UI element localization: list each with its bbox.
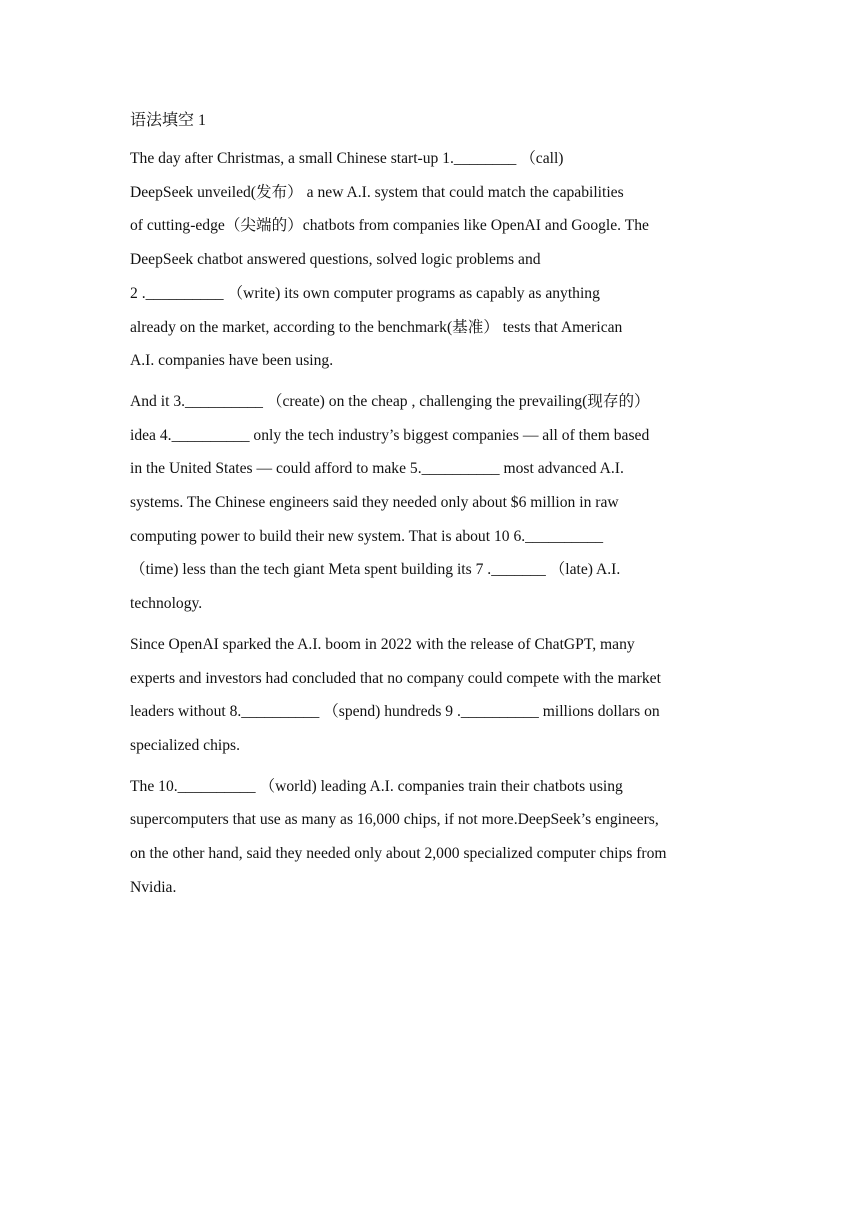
paragraph-line: supercomputers that use as many as 16,000 chips, if not more.DeepSeek’s engineers, — [130, 811, 659, 829]
paragraph-line: A.I. companies have been using. — [130, 352, 334, 370]
paragraph-line: already on the market, according to the benchmark(基准） tests that American — [130, 318, 623, 336]
paragraph-line: technology. — [130, 595, 203, 613]
paragraph-line: in the United States — could afford to make 5.__________ most advanced A.I. — [130, 460, 624, 478]
paragraph-4 — [130, 770, 736, 905]
exercise-title: 语法填空 1 — [130, 112, 207, 129]
paragraph-line: leaders without 8.__________ （spend) hundreds 9 .__________ millions dollars on — [130, 703, 660, 721]
paragraph-2 — [130, 385, 736, 621]
paragraph-line: The day after Christmas, a small Chinese start-up 1.________ （call) — [130, 150, 564, 167]
paragraph-line: （time) less than the tech giant Meta spent building its 7 ._______ （late) A.I. — [130, 561, 621, 579]
paragraph-line: 2 .__________ （write) its own computer programs as capably as anything — [130, 284, 600, 302]
paragraph-line: DeepSeek chatbot answered questions, solved logic problems and — [130, 251, 541, 269]
paragraph-line: experts and investors had concluded that no company could compete with the market — [130, 669, 661, 687]
document-body — [130, 104, 736, 911]
paragraph-line: on the other hand, said they needed only about 2,000 specialized computer chips from — [130, 845, 667, 863]
paragraph-line: Since OpenAI sparked the A.I. boom in 2022 with the release of ChatGPT, many — [130, 635, 635, 653]
paragraph-1 — [130, 142, 736, 378]
paragraph-line: specialized chips. — [130, 736, 240, 754]
paragraph-line: of cutting-edge（尖端的）chatbots from companies like OpenAI and Google. The — [130, 217, 649, 235]
paragraph-line: computing power to build their new system. That is about 10 6.__________ — [130, 527, 604, 545]
paragraph-line: idea 4.__________ only the tech industry’s biggest companies — all of them based — [130, 426, 650, 444]
paragraph-line: Nvidia. — [130, 878, 177, 896]
paragraph-line: And it 3.__________ （create) on the cheap , challenging the prevailing(现存的） — [130, 392, 650, 410]
paragraph-line: DeepSeek unveiled(发布） a new A.I. system that could match the capabilities — [130, 183, 624, 201]
paragraph-3 — [130, 628, 736, 763]
paragraph-line: The 10.__________ （world) leading A.I. companies train their chatbots using — [130, 777, 623, 795]
paragraph-line: systems. The Chinese engineers said they needed only about $6 million in raw — [130, 494, 619, 512]
